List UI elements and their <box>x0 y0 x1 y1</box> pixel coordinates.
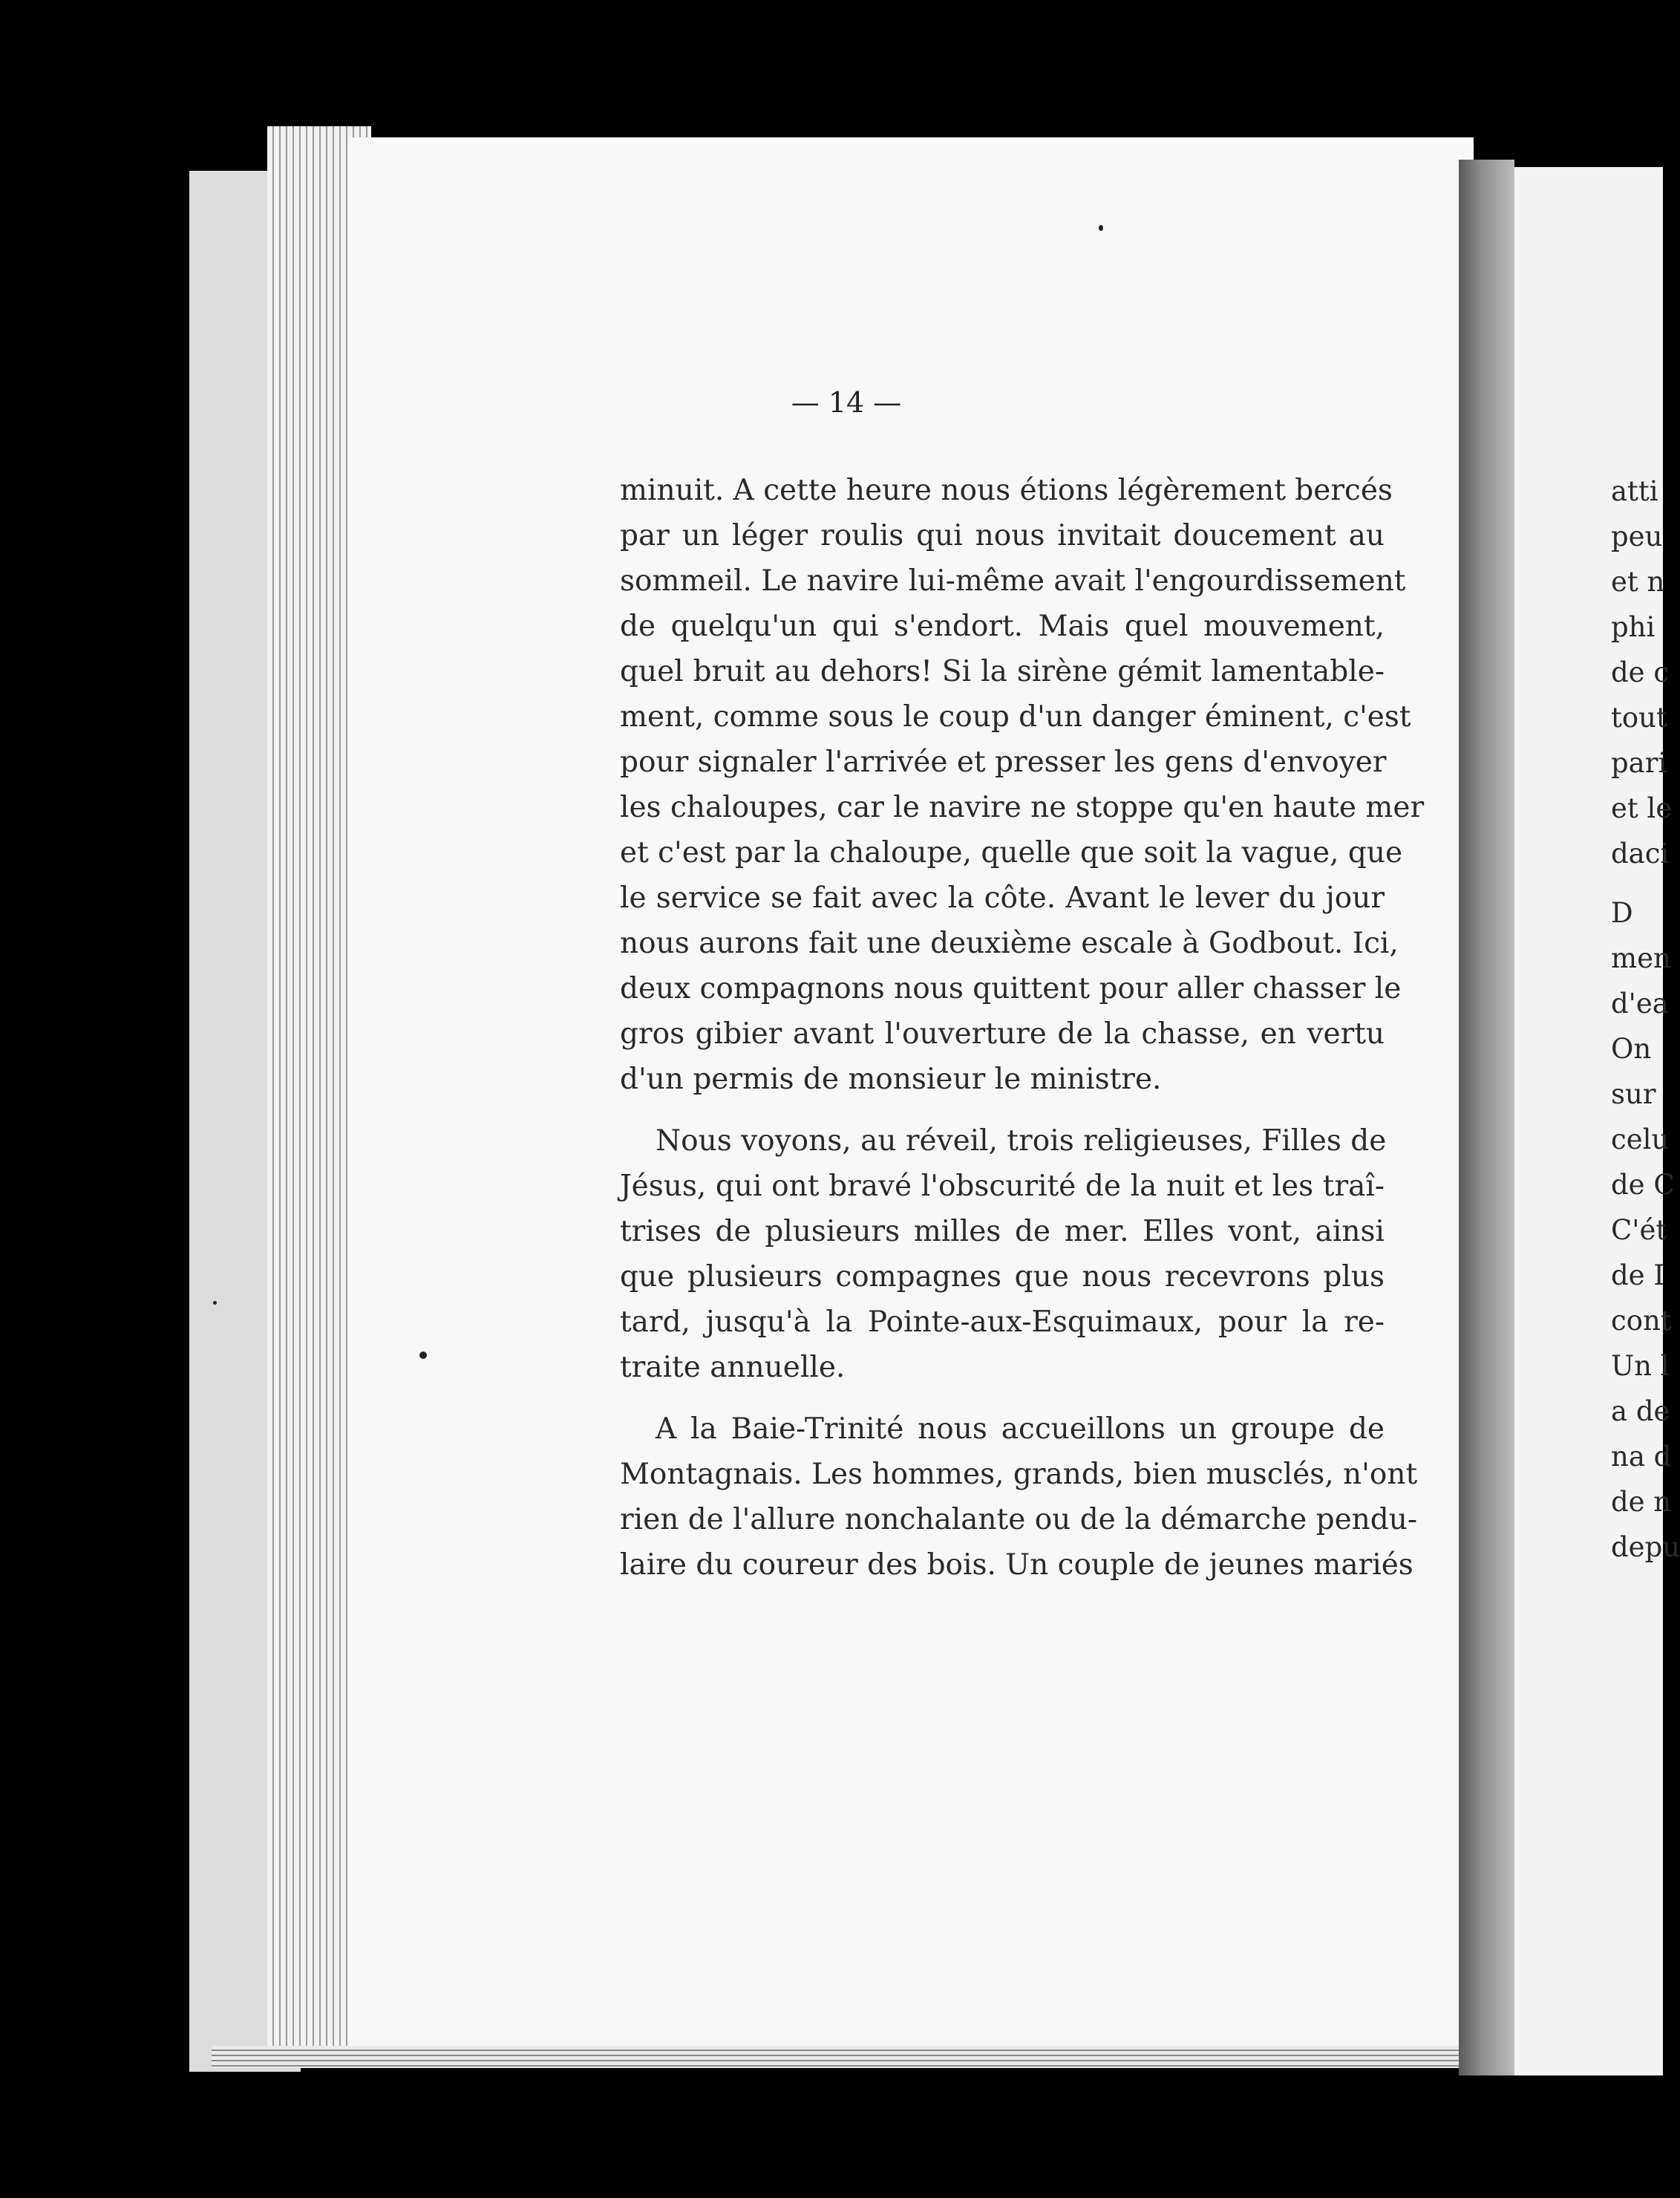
book-gutter <box>1459 160 1514 2075</box>
text-line: tard, jusqu'à la Pointe-aux-Esquimaux, pour la re- <box>620 1305 1385 1339</box>
facing-page-line: phi <box>1611 611 1656 643</box>
text-line: pour signaler l'arrivée et presser les gens d'envoyer <box>620 746 1387 779</box>
page-number: — 14 — <box>791 386 902 419</box>
text-line: sommeil. Le navire lui-même avait l'engourdissement <box>620 564 1406 598</box>
text-line: traite annuelle. <box>620 1351 846 1384</box>
text-line: minuit. A cette heure nous étions légèrement bercés <box>620 474 1393 507</box>
text-line: les chaloupes, car le navire ne stoppe qu'en haute mer <box>620 791 1425 824</box>
facing-page <box>1514 167 1663 2075</box>
text-line: de quelqu'un qui s'endort. Mais quel mouvement, <box>620 610 1385 643</box>
facing-page-line: pari <box>1611 747 1667 779</box>
facing-page-line: de C <box>1611 1169 1675 1201</box>
facing-page-line: et le <box>1611 792 1673 824</box>
facing-page-line: Un l <box>1611 1350 1670 1382</box>
facing-page-line: peu <box>1611 521 1663 552</box>
facing-page-line: et n <box>1611 566 1665 598</box>
facing-page-line: d'ea <box>1611 988 1669 1020</box>
facing-page-line: tout <box>1611 702 1667 734</box>
text-line: laire du coureur des bois. Un couple de jeunes mariés <box>620 1548 1413 1582</box>
facing-page-line: On <box>1611 1033 1652 1065</box>
text-line: nous aurons fait une deuxième escale à Godbout. Ici, <box>620 927 1399 960</box>
ink-speck <box>213 1301 217 1305</box>
text-line: le service se fait avec la côte. Avant le lever du jour <box>620 881 1385 915</box>
paragraph <box>620 1118 1385 1390</box>
page-stack-bottom-edge <box>212 2046 1459 2068</box>
facing-page-line: de c <box>1611 656 1670 688</box>
paragraph <box>620 1406 1418 1588</box>
facing-page-line: a de <box>1611 1395 1670 1427</box>
text-line: quel bruit au dehors! Si la sirène gémit lamentable- <box>620 655 1385 688</box>
facing-page-line: sur <box>1611 1078 1656 1110</box>
text-line: par un léger roulis qui nous invitait doucement au <box>620 519 1385 552</box>
paragraph <box>620 468 1425 1102</box>
text-line: d'un permis de monsieur le ministre. <box>620 1063 1162 1096</box>
text-line: A la Baie-Trinité nous accueillons un groupe de <box>656 1412 1385 1446</box>
text-line: que plusieurs compagnes que nous recevrons plus <box>620 1260 1385 1294</box>
facing-page-line: na d <box>1611 1441 1672 1473</box>
facing-page-line: atti <box>1611 475 1658 507</box>
text-line: Jésus, qui ont bravé l'obscurité de la nuit et les traî- <box>620 1170 1385 1203</box>
text-line: Montagnais. Les hommes, grands, bien musclés, n'ont <box>620 1458 1418 1491</box>
facing-page-line: D <box>1611 897 1633 929</box>
facing-page-line: C'ét <box>1611 1214 1667 1246</box>
ink-speck <box>1099 225 1103 231</box>
facing-page-line: cont <box>1611 1305 1672 1337</box>
text-line: Nous voyons, au réveil, trois religieuses, Filles de <box>656 1124 1387 1158</box>
ink-speck <box>419 1351 427 1359</box>
facing-page-line: de I <box>1611 1259 1664 1291</box>
facing-page-line: celu <box>1611 1124 1670 1155</box>
text-line: gros gibier avant l'ouverture de la chasse, en vertu <box>620 1017 1385 1051</box>
text-line: et c'est par la chaloupe, quelle que soit la vague, que <box>620 836 1403 870</box>
facing-page-line: daci <box>1611 838 1670 870</box>
text-line: ment, comme sous le coup d'un danger éminent, c'est <box>620 700 1411 734</box>
facing-page-line: de n <box>1611 1486 1672 1518</box>
text-line: deux compagnons nous quittent pour aller chasser le <box>620 972 1402 1005</box>
page-text <box>620 468 1425 1588</box>
text-line: rien de l'allure nonchalante ou de la démarche pendu- <box>620 1503 1418 1536</box>
facing-page-line: men <box>1611 942 1671 974</box>
text-line: trises de plusieurs milles de mer. Elles vont, ainsi <box>620 1215 1385 1248</box>
facing-page-line: depu <box>1611 1531 1680 1563</box>
